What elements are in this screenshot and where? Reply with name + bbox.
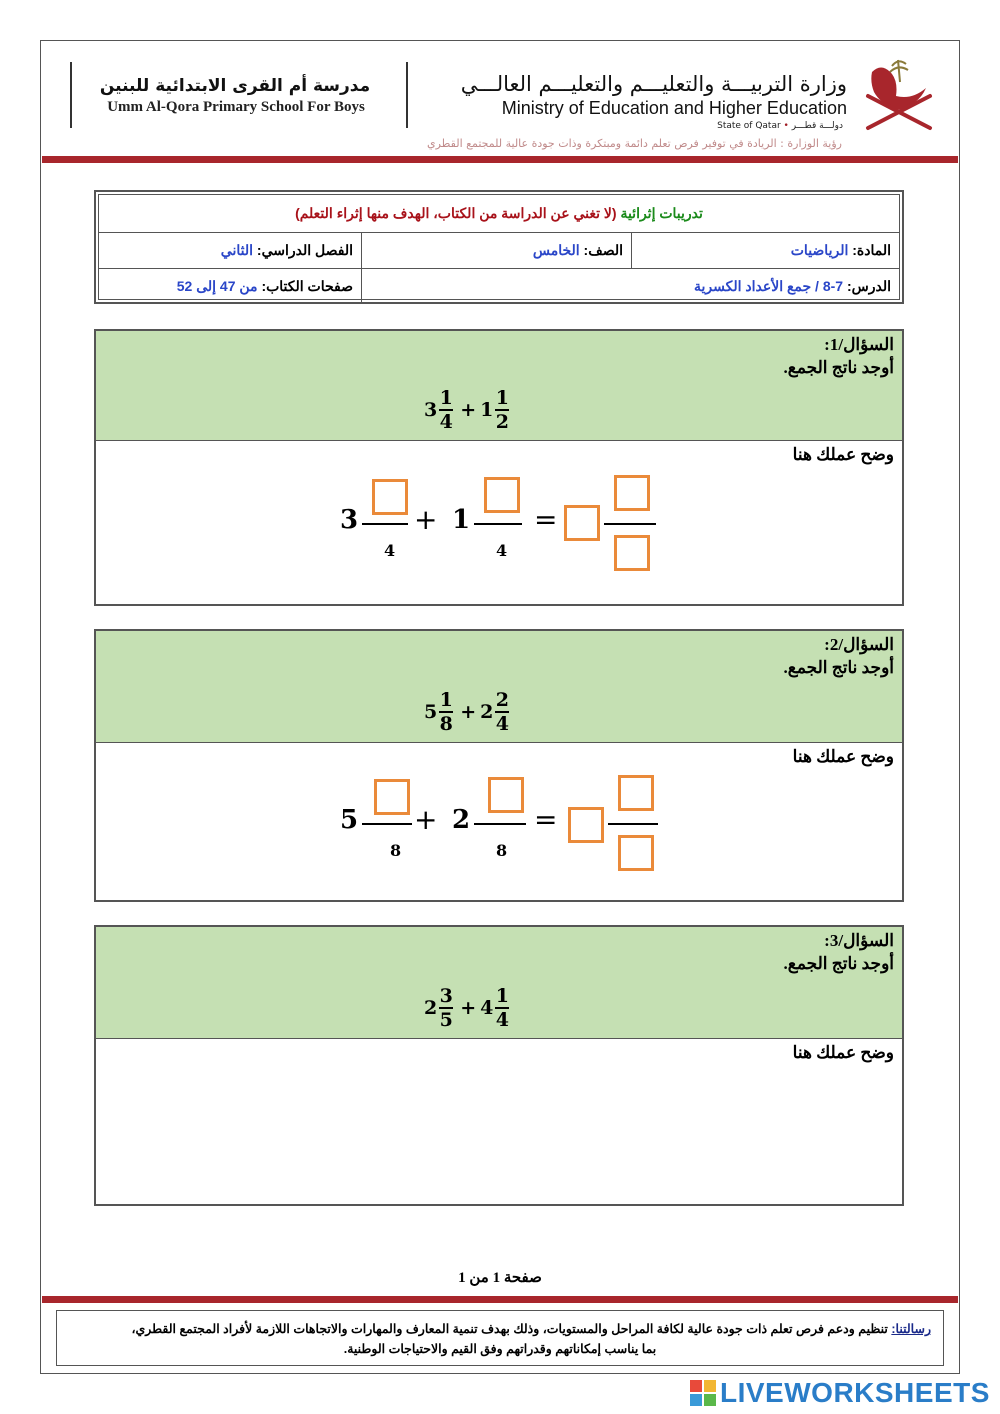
question-3-work-label: وضح عملك هنا [792, 1043, 894, 1062]
q2-b-whole: 2 [480, 701, 494, 723]
grade-value: الخامس [532, 242, 580, 258]
plus-sign: + [460, 399, 477, 421]
school-name-english: Umm Al-Qora Primary School For Boys [107, 99, 365, 115]
term-label: الفصل الدراسي: [256, 242, 353, 258]
q2-b-denominator: 4 [495, 713, 509, 735]
info-row-note [99, 195, 899, 233]
question-1-header [96, 331, 902, 441]
q2-a-numerator: 1 [439, 689, 453, 711]
q3-a-numerator: 3 [439, 985, 453, 1007]
mission-text-2: بما يناسب إمكاناتهم وقدراتهم وفق القيم والاحتياجات الوطنية. [343, 1342, 657, 1356]
lesson-value: 8-7 / جمع الأعداد الكسرية [693, 277, 844, 294]
header-divider-left [70, 62, 72, 128]
worksheet-info-table [94, 190, 904, 304]
equals-sign: = [534, 503, 558, 536]
q1-a-numerator: 1 [439, 387, 453, 409]
q3-b-denominator: 4 [495, 1009, 509, 1031]
question-1 [94, 329, 904, 606]
q1-work-a-numerator-box[interactable] [372, 479, 408, 515]
q2-work-a-denominator: 8 [390, 841, 402, 860]
q2-work-b-numerator-box[interactable] [488, 777, 524, 813]
q1-b-numerator: 1 [495, 387, 509, 409]
question-1-expression [424, 387, 512, 433]
equals-sign: = [534, 803, 558, 836]
question-2-header [96, 631, 902, 743]
q1-answer-whole-box[interactable] [564, 505, 600, 541]
plus-sign: + [460, 997, 477, 1019]
q2-work-b-whole: 2 [452, 805, 471, 835]
plus-sign: + [460, 701, 477, 723]
q3-a-whole: 2 [424, 997, 438, 1019]
grade-cell [361, 233, 631, 268]
q1-a-whole: 3 [424, 399, 438, 421]
question-2-title: السؤال/2: [824, 635, 894, 654]
q2-answer-denominator-box[interactable] [618, 835, 654, 871]
question-1-work-label: وضح عملك هنا [792, 445, 894, 464]
liveworksheets-text: LIVEWORKSHEETS [720, 1377, 990, 1408]
q1-answer-numerator-box[interactable] [614, 475, 650, 511]
qatar-emblem-icon [862, 52, 936, 134]
header-red-bar [42, 156, 958, 163]
q2-work-b-denominator: 8 [496, 841, 508, 860]
question-1-instruction: أوجد ناتج الجمع. [783, 358, 894, 377]
page-number: صفحة 1 من 1 [458, 1270, 542, 1286]
footer-red-bar [42, 1296, 958, 1303]
q2-answer-numerator-box[interactable] [618, 775, 654, 811]
q2-work-a-whole: 5 [340, 805, 359, 835]
school-name-arabic: مدرسة أم القرى الابتدائية للبنين [99, 76, 371, 96]
book-pages-cell [99, 269, 361, 303]
q2-answer-whole-box[interactable] [568, 807, 604, 843]
q2-a-whole: 5 [424, 701, 438, 723]
question-2-instruction: أوجد ناتج الجمع. [783, 658, 894, 677]
lesson-label: الدرس: [846, 277, 891, 294]
question-2-work-label: وضح عملك هنا [792, 747, 894, 766]
grade-label: الصف: [583, 242, 623, 258]
q3-a-denominator: 5 [439, 1009, 453, 1031]
question-1-title: السؤال/1: [824, 335, 894, 354]
q1-answer-denominator-box[interactable] [614, 535, 650, 571]
q1-work-b-whole: 1 [452, 505, 471, 535]
liveworksheets-logo[interactable] [690, 1378, 990, 1408]
subject-label: المادة: [852, 242, 891, 258]
mission-text-1: تنظيم ودعم فرص تعلم ذات جودة عالية لكافة المراحل والمستويات، وذلك بهدف تنمية المعارف والمهارات والاتجاهات اللازمة لأفراد المجتمع القطري، [131, 1322, 888, 1336]
q3-b-whole: 4 [480, 997, 494, 1019]
plus-sign: + [414, 503, 438, 536]
question-2 [94, 629, 904, 902]
book-pages-label: صفحات الكتاب: [261, 277, 353, 294]
ministry-name-english: Ministry of Education and Higher Education [501, 98, 847, 118]
book-pages-value: من 47 إلى 52 [176, 277, 258, 294]
q2-work-a-numerator-box[interactable] [374, 779, 410, 815]
enrichment-note [99, 195, 899, 232]
q1-work-b-numerator-box[interactable] [484, 477, 520, 513]
term-value: الثاني [220, 242, 254, 258]
lesson-cell [361, 269, 899, 303]
note-prefix: تدريبات إثرائية [620, 205, 703, 221]
state-english: State of Qatar [717, 121, 781, 131]
info-row-lesson [99, 269, 899, 303]
q1-b-denominator: 2 [495, 411, 509, 433]
question-3-title: السؤال/3: [824, 931, 894, 950]
mission-box [56, 1310, 944, 1366]
header-divider [406, 62, 408, 128]
q2-a-denominator: 8 [439, 713, 453, 735]
term-cell [99, 233, 361, 268]
question-2-expression [424, 689, 512, 735]
question-3-work-area[interactable] [96, 1073, 902, 1204]
q3-b-numerator: 1 [495, 985, 509, 1007]
plus-sign: + [414, 803, 438, 836]
q1-work-a-whole: 3 [340, 505, 359, 535]
ministry-name-arabic: وزارة التربيـــة والتعليـــم والتعليـــم العالـــي [460, 72, 847, 96]
info-row-subject [99, 233, 899, 269]
state-arabic: دولـــة قطـــر [791, 121, 843, 131]
question-3-instruction: أوجد ناتج الجمع. [783, 954, 894, 973]
q1-a-denominator: 4 [439, 411, 453, 433]
note-text: (لا تغني عن الدراسة من الكتاب، الهدف منها إثراء التعلم) [295, 205, 617, 221]
question-3-expression [424, 985, 512, 1031]
state-line: State of Qatar • دولـــة قطـــر [717, 121, 843, 131]
ministry-vision: رؤية الوزارة : الريادة في توفير فرص تعلم دائمة ومبتكرة وذات جودة عالية للمجتمع القطري [426, 137, 842, 150]
q1-b-whole: 1 [480, 399, 494, 421]
subject-cell [631, 233, 899, 268]
question-3-header [96, 927, 902, 1039]
subject-value: الرياضيات [790, 242, 849, 258]
q1-work-a-denominator: 4 [384, 541, 396, 560]
q1-work-b-denominator: 4 [496, 541, 508, 560]
liveworksheets-mark-icon [690, 1380, 716, 1406]
q2-b-numerator: 2 [495, 689, 509, 711]
mission-label: رسالتنا: [891, 1322, 931, 1336]
question-3 [94, 925, 904, 1206]
mission-line-1 [69, 1321, 931, 1336]
